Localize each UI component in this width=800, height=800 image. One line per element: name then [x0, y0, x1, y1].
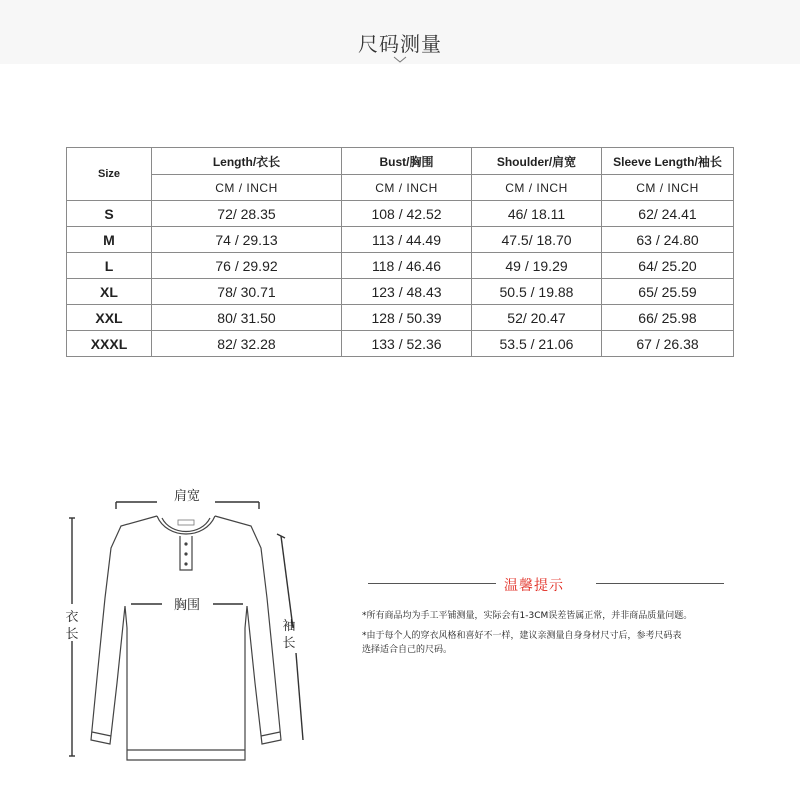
shoulder-cell: 53.5 / 21.06: [472, 331, 602, 357]
size-column-header: Size: [67, 148, 152, 201]
length-cell: 80/ 31.50: [152, 305, 342, 331]
size-cell: XXL: [67, 305, 152, 331]
unit-label: CM / INCH: [472, 175, 602, 201]
tips-divider-right: [596, 583, 724, 584]
table-row: [67, 305, 734, 331]
page-title: 尺码测量: [358, 32, 442, 56]
length-cell: 76 / 29.92: [152, 253, 342, 279]
sleeve-label-char2: 长: [282, 636, 296, 651]
unit-label: CM / INCH: [152, 175, 342, 201]
tip-line: *由于每个人的穿衣风格和喜好不一样，建议亲测量自身身材尺寸后，参考尺码表: [362, 631, 682, 641]
table-row: [67, 201, 734, 227]
shoulder-cell: 50.5 / 19.88: [472, 279, 602, 305]
length-cell: 82/ 32.28: [152, 331, 342, 357]
size-cell: XL: [67, 279, 152, 305]
tip-line: 选择适合自己的尺码。: [362, 645, 453, 655]
shoulder-cell: 49 / 19.29: [472, 253, 602, 279]
column-header-shoulder: Shoulder/肩宽: [472, 148, 602, 175]
table-row: [67, 227, 734, 253]
length-cell: 78/ 30.71: [152, 279, 342, 305]
length-label-char2: 长: [65, 627, 79, 642]
shoulder-cell: 52/ 20.47: [472, 305, 602, 331]
size-cell: M: [67, 227, 152, 253]
table-row: [67, 279, 734, 305]
bust-label: 胸围: [173, 598, 201, 613]
chevron-down-icon: [393, 56, 407, 64]
shoulder-cell: 47.5/ 18.70: [472, 227, 602, 253]
bust-cell: 123 / 48.43: [342, 279, 472, 305]
sleeve-cell: 66/ 25.98: [602, 305, 734, 331]
bust-cell: 128 / 50.39: [342, 305, 472, 331]
bust-cell: 108 / 42.52: [342, 201, 472, 227]
sleeve-cell: 62/ 24.41: [602, 201, 734, 227]
bust-cell: 118 / 46.46: [342, 253, 472, 279]
shoulder-label: 肩宽: [173, 489, 201, 504]
sleeve-label-char1: 袖: [282, 619, 296, 634]
sleeve-cell: 64/ 25.20: [602, 253, 734, 279]
bust-cell: 113 / 44.49: [342, 227, 472, 253]
sleeve-cell: 63 / 24.80: [602, 227, 734, 253]
sleeve-cell: 67 / 26.38: [602, 331, 734, 357]
unit-label: CM / INCH: [602, 175, 734, 201]
sleeve-cell: 65/ 25.59: [602, 279, 734, 305]
table-row: [67, 331, 734, 357]
column-header-bust: Bust/胸围: [342, 148, 472, 175]
length-cell: 72/ 28.35: [152, 201, 342, 227]
bust-cell: 133 / 52.36: [342, 331, 472, 357]
measure-lines: [69, 502, 303, 756]
shoulder-cell: 46/ 18.11: [472, 201, 602, 227]
size-table: [66, 147, 734, 357]
column-header-sleeve: Sleeve Length/袖长: [602, 148, 734, 175]
length-label-char1: 衣: [65, 610, 79, 625]
tip-line: *所有商品均为手工平铺测量，实际会有1-3CM误差皆属正常，并非商品质量问题。: [362, 611, 693, 621]
column-header-length: Length/衣长: [152, 148, 342, 175]
length-cell: 74 / 29.13: [152, 227, 342, 253]
placket-buttons: [184, 542, 187, 565]
unit-label: CM / INCH: [342, 175, 472, 201]
tips-title: 温馨提示: [504, 578, 564, 594]
size-cell: L: [67, 253, 152, 279]
size-cell: XXXL: [67, 331, 152, 357]
tips-divider-left: [368, 583, 496, 584]
neck-label: [178, 520, 194, 525]
garment-diagram: [55, 478, 315, 788]
table-row: [67, 253, 734, 279]
size-cell: S: [67, 201, 152, 227]
